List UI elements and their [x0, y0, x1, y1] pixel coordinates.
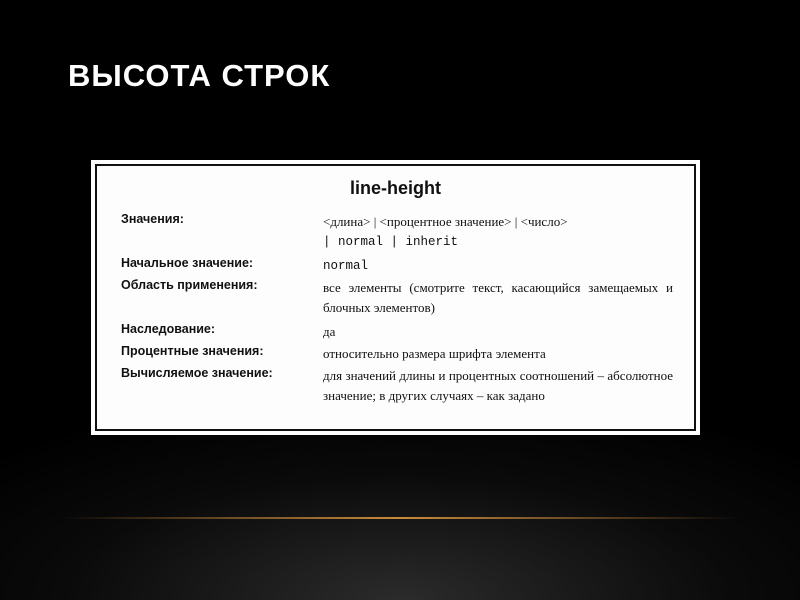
property-table [95, 164, 696, 431]
property-name: line-height [350, 178, 441, 198]
row-label: Область применения: [121, 278, 258, 292]
row-value-line: <длина> | <процентное значение> | <число> [323, 214, 568, 229]
row-value: все элементы (смотрите текст, касающийся замещаемых и блочных элементов) [323, 280, 673, 315]
row-value-line: | normal | inherit [323, 235, 459, 249]
row-value: normal [323, 259, 369, 273]
row-value: для значений длины и процентных соотношений – абсолютное значение; в других случаях – как задано [323, 368, 673, 403]
row-value [323, 212, 673, 252]
property-reference-figure [91, 160, 700, 435]
row-label: Начальное значение: [121, 256, 254, 270]
row-value: да [323, 324, 336, 339]
slide-title: ВЫСОТА СТРОК [68, 58, 331, 93]
row-value: относительно размера шрифта элемента [323, 346, 546, 361]
accent-divider-line [60, 517, 740, 519]
row-label: Вычисляемое значение: [121, 366, 273, 380]
row-label: Наследование: [121, 322, 216, 336]
row-label: Процентные значения: [121, 344, 264, 358]
row-label: Значения: [121, 212, 184, 226]
